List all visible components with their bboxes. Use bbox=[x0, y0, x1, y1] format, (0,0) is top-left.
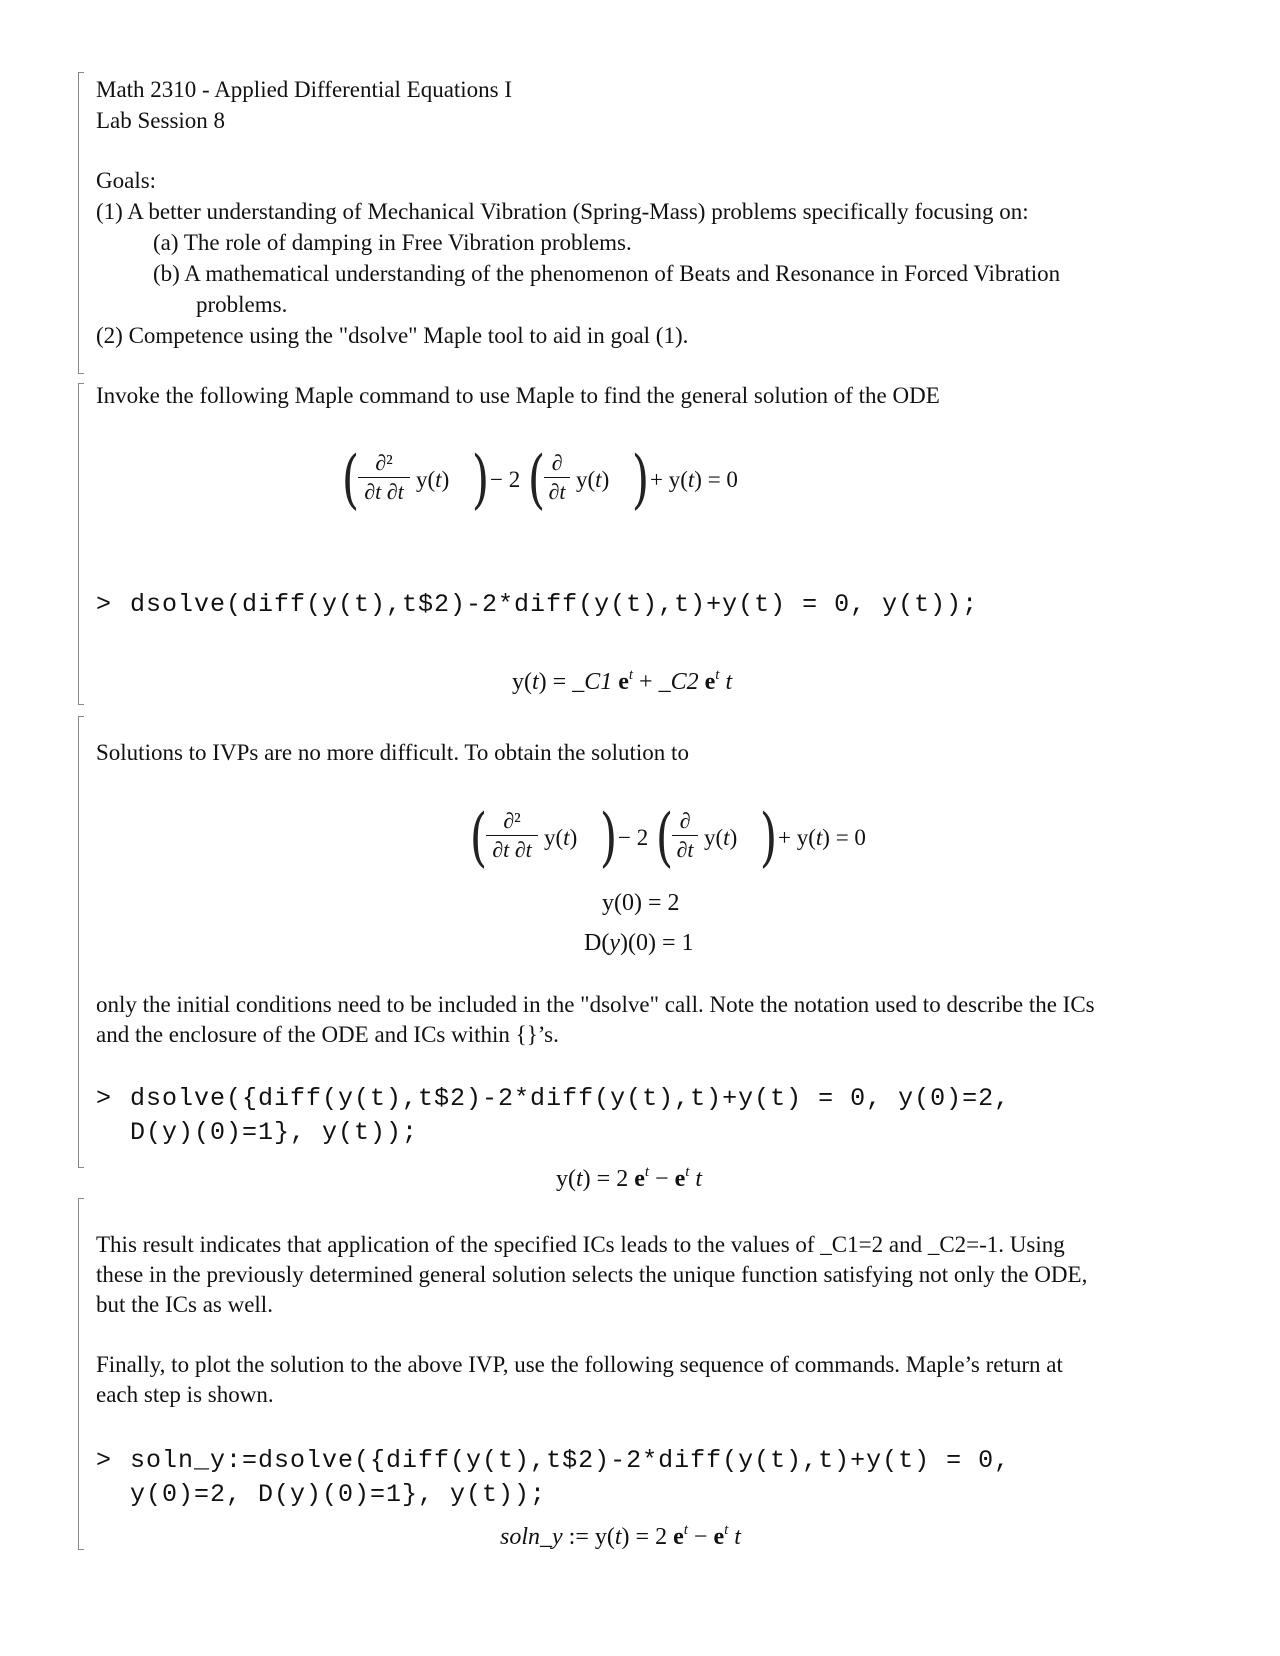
first-derivative-fraction: ∂ ∂t bbox=[672, 808, 698, 863]
goal-1b: (b) A mathematical understanding of the phenomenon of Beats and Resonance in Forced Vibration bbox=[153, 261, 1061, 286]
soln-y-assignment-result: soln_y := y(t) = 2 $e^t - e^t$ t bbox=[500, 1522, 741, 1550]
section-bracket bbox=[78, 383, 84, 705]
ivp-solution-result: y(t) = 2 $e^t - e^t$ t bbox=[556, 1164, 703, 1192]
first-derivative-fraction: ∂ ∂t bbox=[544, 450, 570, 505]
right-paren: ) bbox=[599, 801, 618, 875]
right-paren: ) bbox=[471, 443, 490, 517]
left-paren: ( bbox=[341, 443, 360, 517]
ivp-ode-equation: ( ∂² ∂t ∂t y(t) ) − 2 ( ∂ ∂t y(t) ) + y(t) = 0 bbox=[469, 801, 866, 875]
maple-prompt: > bbox=[96, 1084, 112, 1113]
section1-intro: Invoke the following Maple command to use Maple to find the general solution of the ODE bbox=[96, 383, 940, 408]
maple-prompt: > bbox=[96, 590, 112, 619]
section2-note-2: and the enclosure of the ODE and ICs within {}’s. bbox=[96, 1022, 559, 1047]
initial-condition-1: y(0) = 2 bbox=[602, 890, 680, 916]
plot-instructions-2: each step is shown. bbox=[96, 1382, 274, 1407]
maple-command-dsolve[interactable]: dsolve(diff(y(t),t$2)-2*diff(y(t),t)+y(t) = 0, y(t)); bbox=[130, 590, 979, 619]
maple-command-soln-line2[interactable]: y(0)=2, D(y)(0)=1}, y(t)); bbox=[130, 1480, 547, 1509]
goal-1a: (a) The role of damping in Free Vibration problems. bbox=[153, 230, 632, 255]
maple-command-ivp-line1[interactable]: dsolve({diff(y(t),t$2)-2*diff(y(t),t)+y(t) = 0, y(0)=2, bbox=[130, 1084, 1011, 1113]
ode-equation: ( ∂² ∂t ∂t y(t) ) − 2 ( ∂ ∂t y(t) ) + y(t) = 0 bbox=[341, 443, 738, 517]
left-paren: ( bbox=[469, 801, 488, 875]
section2-intro: Solutions to IVPs are no more difficult. To obtain the solution to bbox=[96, 740, 689, 765]
session-title: Lab Session 8 bbox=[96, 108, 226, 133]
right-paren: ) bbox=[759, 801, 778, 875]
goal-1b-cont: problems. bbox=[196, 292, 288, 317]
second-derivative-fraction: ∂² ∂t ∂t bbox=[358, 450, 410, 505]
result-explanation-1: This result indicates that application of the specified ICs leads to the values of _C1=2 and _C2=-1. Using bbox=[96, 1232, 1065, 1257]
goal-1: (1) A better understanding of Mechanical Vibration (Spring-Mass) problems specifically focusing on: bbox=[96, 199, 1029, 224]
goals-heading: Goals: bbox=[96, 168, 157, 193]
result-explanation-3: but the ICs as well. bbox=[96, 1292, 273, 1317]
initial-condition-2: D(y)(0) = 1 bbox=[584, 930, 694, 956]
result-explanation-2: these in the previously determined general solution selects the unique function satisfying not only the ODE, bbox=[96, 1262, 1088, 1287]
section-bracket bbox=[78, 716, 84, 1168]
plot-instructions-1: Finally, to plot the solution to the above IVP, use the following sequence of commands. Maple’s return at bbox=[96, 1352, 1063, 1377]
right-paren: ) bbox=[631, 443, 650, 517]
general-solution-result: y(t) = _C1 $e^t$ + _C2 $e^t$ t bbox=[512, 667, 733, 695]
course-title: Math 2310 - Applied Differential Equations I bbox=[96, 77, 513, 102]
section2-note-1: only the initial conditions need to be included in the "dsolve" call. Note the notation used to describe the ICs bbox=[96, 992, 1095, 1017]
maple-command-ivp-line2[interactable]: D(y)(0)=1}, y(t)); bbox=[130, 1118, 419, 1147]
left-paren: ( bbox=[527, 443, 546, 517]
maple-prompt: > bbox=[96, 1446, 112, 1475]
second-derivative-fraction: ∂² ∂t ∂t bbox=[486, 808, 538, 863]
left-paren: ( bbox=[655, 801, 674, 875]
goal-2: (2) Competence using the "dsolve" Maple tool to aid in goal (1). bbox=[96, 323, 689, 348]
section-bracket bbox=[78, 72, 84, 374]
maple-command-soln-line1[interactable]: soln_y:=dsolve({diff(y(t),t$2)-2*diff(y(t),t)+y(t) = 0, bbox=[130, 1446, 1011, 1475]
section-bracket bbox=[78, 1198, 84, 1550]
